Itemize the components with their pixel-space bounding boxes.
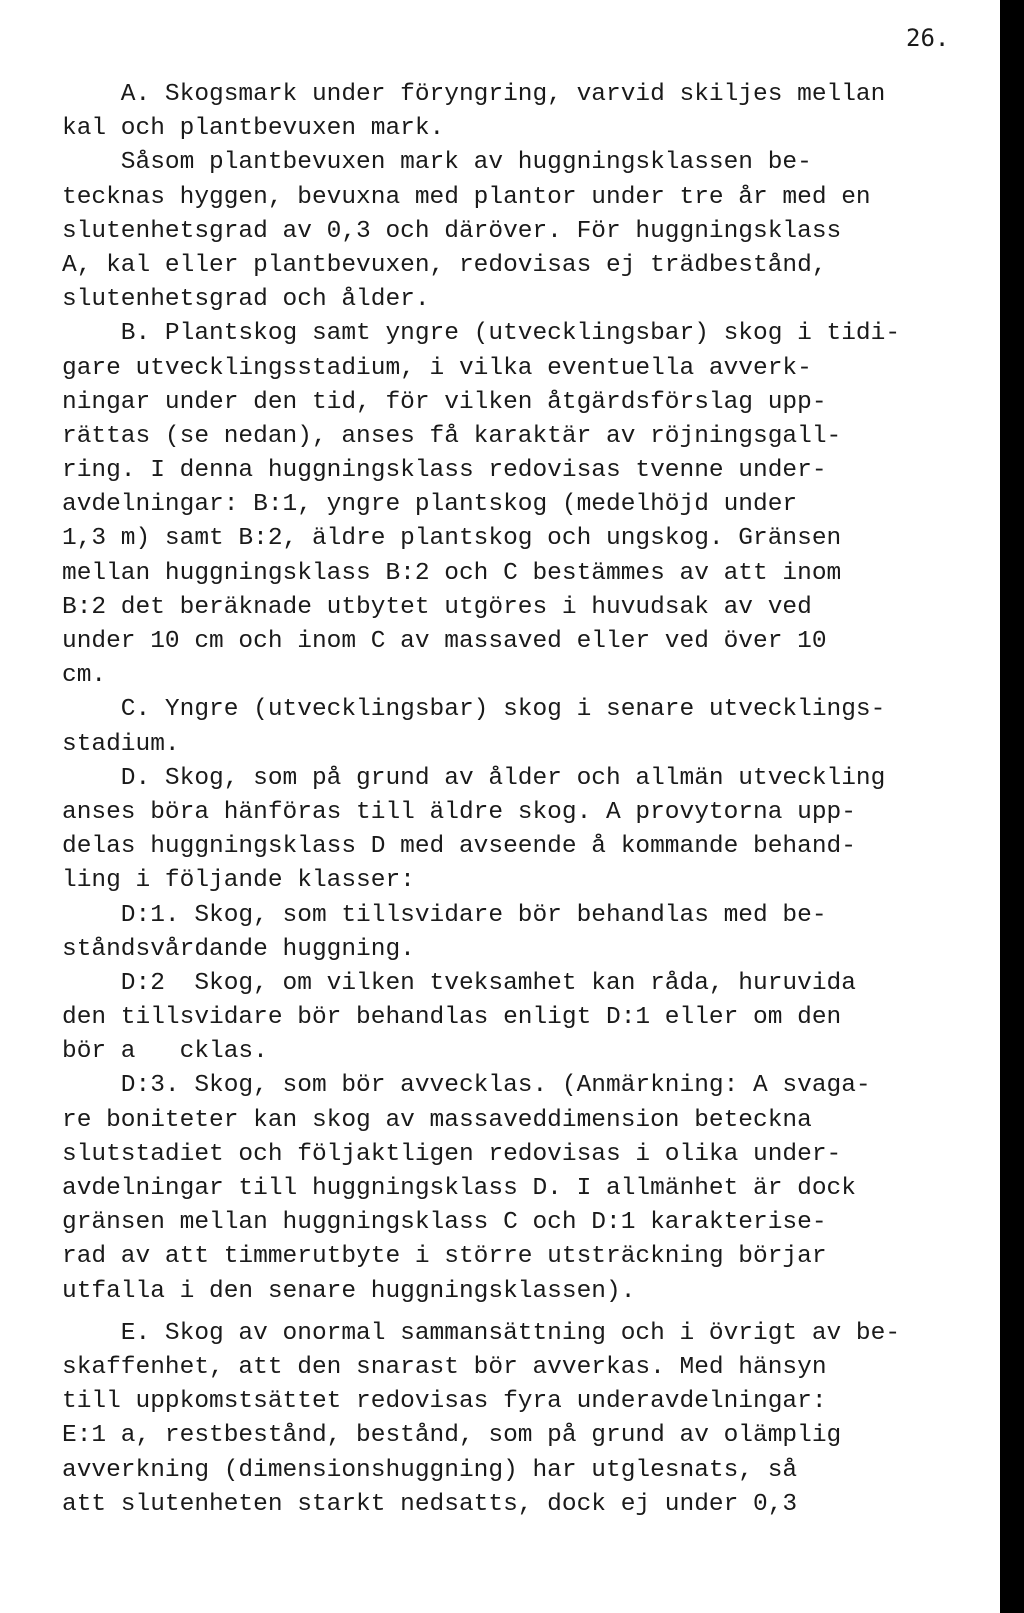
text-line: slutstadiet och följaktligen redovisas i olika under- [62,1140,842,1168]
page-number: 26. [906,24,950,52]
body-text [62,78,992,1522]
text-line: kal och plantbevuxen mark. [62,115,445,143]
text-line: slutenhetsgrad och ålder. [62,286,430,314]
text-line: D:1. Skog, som tillsvidare bör behandlas med be- [62,901,827,929]
text-line: D:2 Skog, om vilken tveksamhet kan råda, huruvida [62,969,856,997]
text-line: D:3. Skog, som bör avvecklas. (Anmärkning: A svaga- [62,1072,871,1100]
text-line: E:1 a, restbestånd, bestånd, som på grund av olämplig [62,1422,842,1450]
text-line: 1,3 m) samt B:2, äldre plantskog och ungskog. Gränsen [62,525,842,553]
text-line: ningar under den tid, för vilken åtgärdsförslag upp- [62,388,827,416]
text-line: avdelningar till huggningsklass D. I allmänhet är dock [62,1175,856,1202]
text-line: tecknas hyggen, bevuxna med plantor under tre år med en [62,183,871,211]
text-line: cm. [62,662,107,690]
text-line: till uppkomstsättet redovisas fyra underavdelningar: [62,1388,827,1416]
text-line: Såsom plantbevuxen mark av huggningsklassen be- [62,149,812,177]
text-line: ling i följande klasser: [62,867,415,895]
text-line: A, kal eller plantbevuxen, redovisas ej trädbestånd, [62,251,827,279]
text-line: skaffenhet, att den snarast bör avverkas. Med hänsyn [62,1353,827,1381]
text-line: mellan huggningsklass B:2 och C bestämmes av att inom [62,559,842,587]
text-line: gränsen mellan huggningsklass C och D:1 karakterise- [62,1209,827,1237]
text-line: slutenhetsgrad av 0,3 och däröver. För huggningsklass [62,217,842,245]
text-line: bör a cklas. [62,1038,268,1066]
text-line: anses böra hänföras till äldre skog. A provytorna upp- [62,798,856,826]
text-line: C. Yngre (utvecklingsbar) skog i senare utvecklings- [62,696,886,724]
text-line: E. Skog av onormal sammansättning och i övrigt av be- [62,1319,901,1347]
text-line: ring. I denna huggningsklass redovisas tvenne under- [62,457,827,485]
text-line: B:2 det beräknade utbytet utgöres i huvudsak av ved [62,593,812,621]
text-line: stadium. [62,730,180,758]
scan-border [1000,0,1024,1613]
text-line: under 10 cm och inom C av massaved eller ved över 10 [62,628,827,655]
text-line: avdelningar: B:1, yngre plantskog (medelhöjd under [62,491,798,519]
text-line: utfalla i den senare huggningsklassen). [62,1277,636,1305]
text-line: gare utvecklingsstadium, i vilka eventuella avverk- [62,354,812,382]
text-line: D. Skog, som på grund av ålder och allmän utveckling [62,764,886,792]
text-line: den tillsvidare bör behandlas enligt D:1 eller om den [62,1004,842,1032]
text-line: B. Plantskog samt yngre (utvecklingsbar) skog i tidi- [62,320,901,348]
text-line: rad av att timmerutbyte i större utsträckning börjar [62,1243,827,1271]
paragraph-gap [62,1309,992,1317]
text-line: A. Skogsmark under föryngring, varvid skiljes mellan [62,81,886,108]
text-line: att slutenheten starkt nedsatts, dock ej under 0,3 [62,1490,798,1518]
text-line: re boniteter kan skog av massaveddimension beteckna [62,1106,812,1134]
text-line: delas huggningsklass D med avseende å kommande behand- [62,833,856,861]
text-line: avverkning (dimensionshuggning) har utglesnats, så [62,1456,798,1484]
text-line: ståndsvårdande huggning. [62,935,415,963]
text-line: rättas (se nedan), anses få karaktär av röjningsgall- [62,422,842,450]
